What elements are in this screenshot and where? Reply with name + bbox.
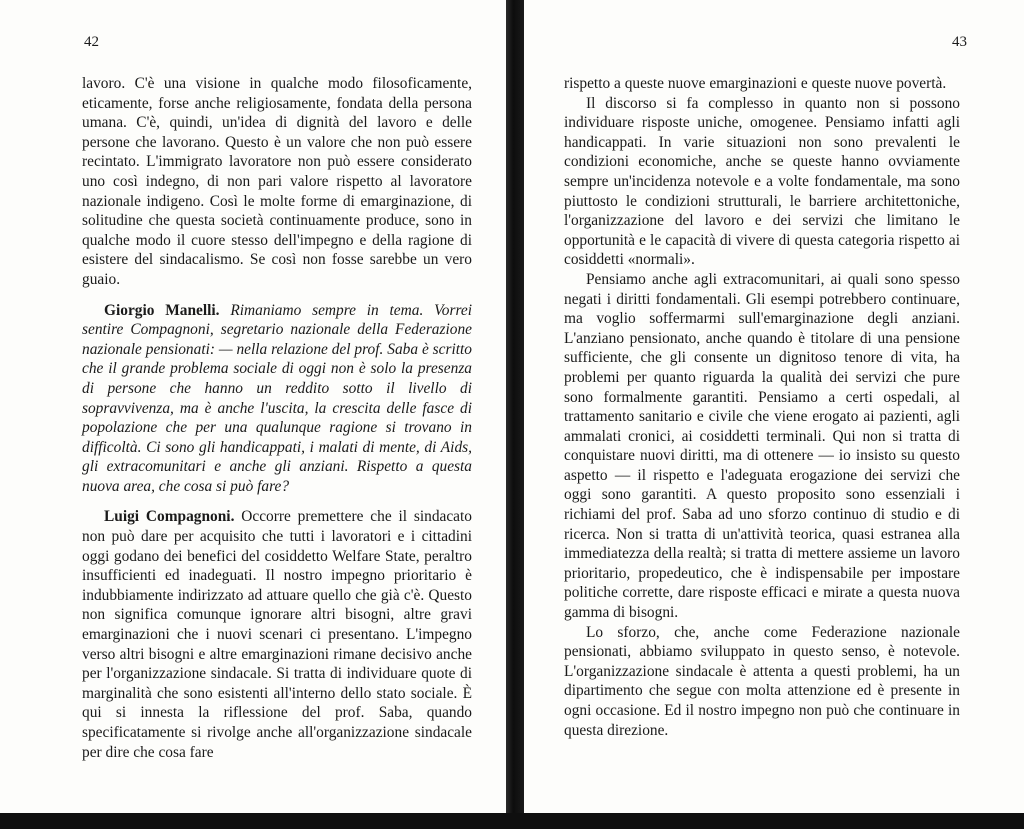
paragraph: Pensiamo anche agli extracomunitari, ai quali sono spesso negati i diritti fondamentali. Gli esempi potrebbero continuare, ma voglio soffermarmi sull'emarginazione degli anziani. L'anziano pensionato, anche quando è titolare di una pensione sufficiente, che gli consente un dignitoso tenore di vita, ha problemi per quanto riguarda la qualità dei servizi che pure sono formalmente garantiti. Pensiamo a certi ospedali, al trattamento sanitario e civile che viene erogato ai pazienti, agli ammalati cronici, ai cosiddetti terminali. Qui non si tratta di conquistare nuovi diritti, ma di ottenere — io insisto su questo aspetto — il rispetto e l'adeguata erogazione dei servizi che oggi sono garantiti. A questo proposito sono essenziali i richiami del prof. Saba ad uno sforzo continuo di studio e di ricerca. Non si tratta di un'attività teorica, quasi estranea alla immediatezza della realtà; si tratta di mettere assieme un lavoro prioritario, propedeutico, che è indispensabile per impostare politiche corrette, dare risposte efficaci e mirate a questa nuova gamma di bisogni. [564, 270, 960, 622]
speaker-name: Giorgio Manelli. [104, 301, 220, 319]
scan-edge [0, 813, 1024, 829]
paragraph-manelli [82, 301, 472, 497]
answer-text: Occorre premettere che il sindacato non può dare per acquisito che tutti i lavoratori e i cittadini oggi godano dei benefici del cosiddetto Welfare State, peraltro insufficienti ed inadeguati. Il nostro impegno prioritario è indubbiamente indirizzato ad attuare quello che già c'è. Questo non significa comunque ignorare altri bisogni, altre gravi emarginazioni che i nuovi scenari ci presentano. L'impegno verso altri bisogni e altre emarginazioni rimane decisivo anche per l'organizzazione sindacale. Si tratta di individuare quote di marginalità che sono esistenti all'interno dello stato sociale. È qui si innesta la riflessione del prof. Saba, quando specificatamente si rivolge anche all'organizzazione sindacale per dire che cosa fare [82, 508, 472, 761]
paragraph: Il discorso si fa complesso in quanto non si possono individuare risposte uniche, omogenee. Pensiamo infatti agli handicappati. In varie situazioni non sono prevalenti le condizioni economiche, anche se queste hanno ovviamente sempre un'incidenza notevole e a volte fondamentale, ma sono piuttosto le condizioni strutturali, le barriere architettoniche, l'organizzazione del lavoro e dei servizi che limitano le opportunità e le capacità di vivere di questa categoria rispetto ai cosiddetti «normali». [564, 94, 960, 269]
paragraph: lavoro. C'è una visione in qualche modo filosoficamente, eticamente, forse anche religiosamente, fondata della persona umana. C'è, quindi, un'idea di dignità del lavoro e delle persone che lavorano. Questo è un valore che non può essere recintato. L'immigrato lavoratore non può essere considerato uno così indegno, di non pari valore rispetto al lavoratore nazionale indigeno. Così le molte forme di emarginazione, di solitudine che questa società continuamente produce, sono in qualche modo il cuore stesso dell'impegno e della ragione di esistere del sindacalismo. Se così non fosse sarebbe un vero guaio. [82, 75, 472, 288]
page-number-left: 42 [84, 34, 99, 50]
paragraph-compagnoni [82, 507, 472, 762]
right-page-text [564, 74, 960, 740]
left-page [0, 0, 506, 829]
left-page-text [82, 74, 472, 762]
paragraph: rispetto a queste nuove emarginazioni e queste nuove povertà. [564, 75, 947, 92]
right-page [524, 0, 1024, 829]
page-number-right: 43 [952, 34, 967, 50]
book-gutter [506, 0, 524, 829]
question-text: Rimaniamo sempre in tema. Vorrei sentire Compagnoni, segretario nazionale della Federazione nazionale pensionati: — nella relazione del prof. Saba è scritto che il grande problema sociale di oggi non è solo la presenza di persone che hanno un reddito sotto il livello di sopravvivenza, ma è anche l'uscita, la crescita delle fasce di popolazione che per una qualunque ragione si trovano in difficoltà. Ci sono gli handicappati, i malati di mente, di Aids, gli extracomunitari e anche gli anziani. Rispetto a questa nuova area, che cosa si può fare? [82, 301, 472, 495]
paragraph: Lo sforzo, che, anche come Federazione nazionale pensionati, abbiamo sviluppato in questo senso, è notevole. L'organizzazione sindacale è attenta a questi problemi, ha un dipartimento che segue con molta attenzione ed è presente in ogni occasione. Ed il nostro impegno non può che continuare in questa direzione. [564, 623, 960, 739]
speaker-name: Luigi Compagnoni. [104, 508, 235, 526]
